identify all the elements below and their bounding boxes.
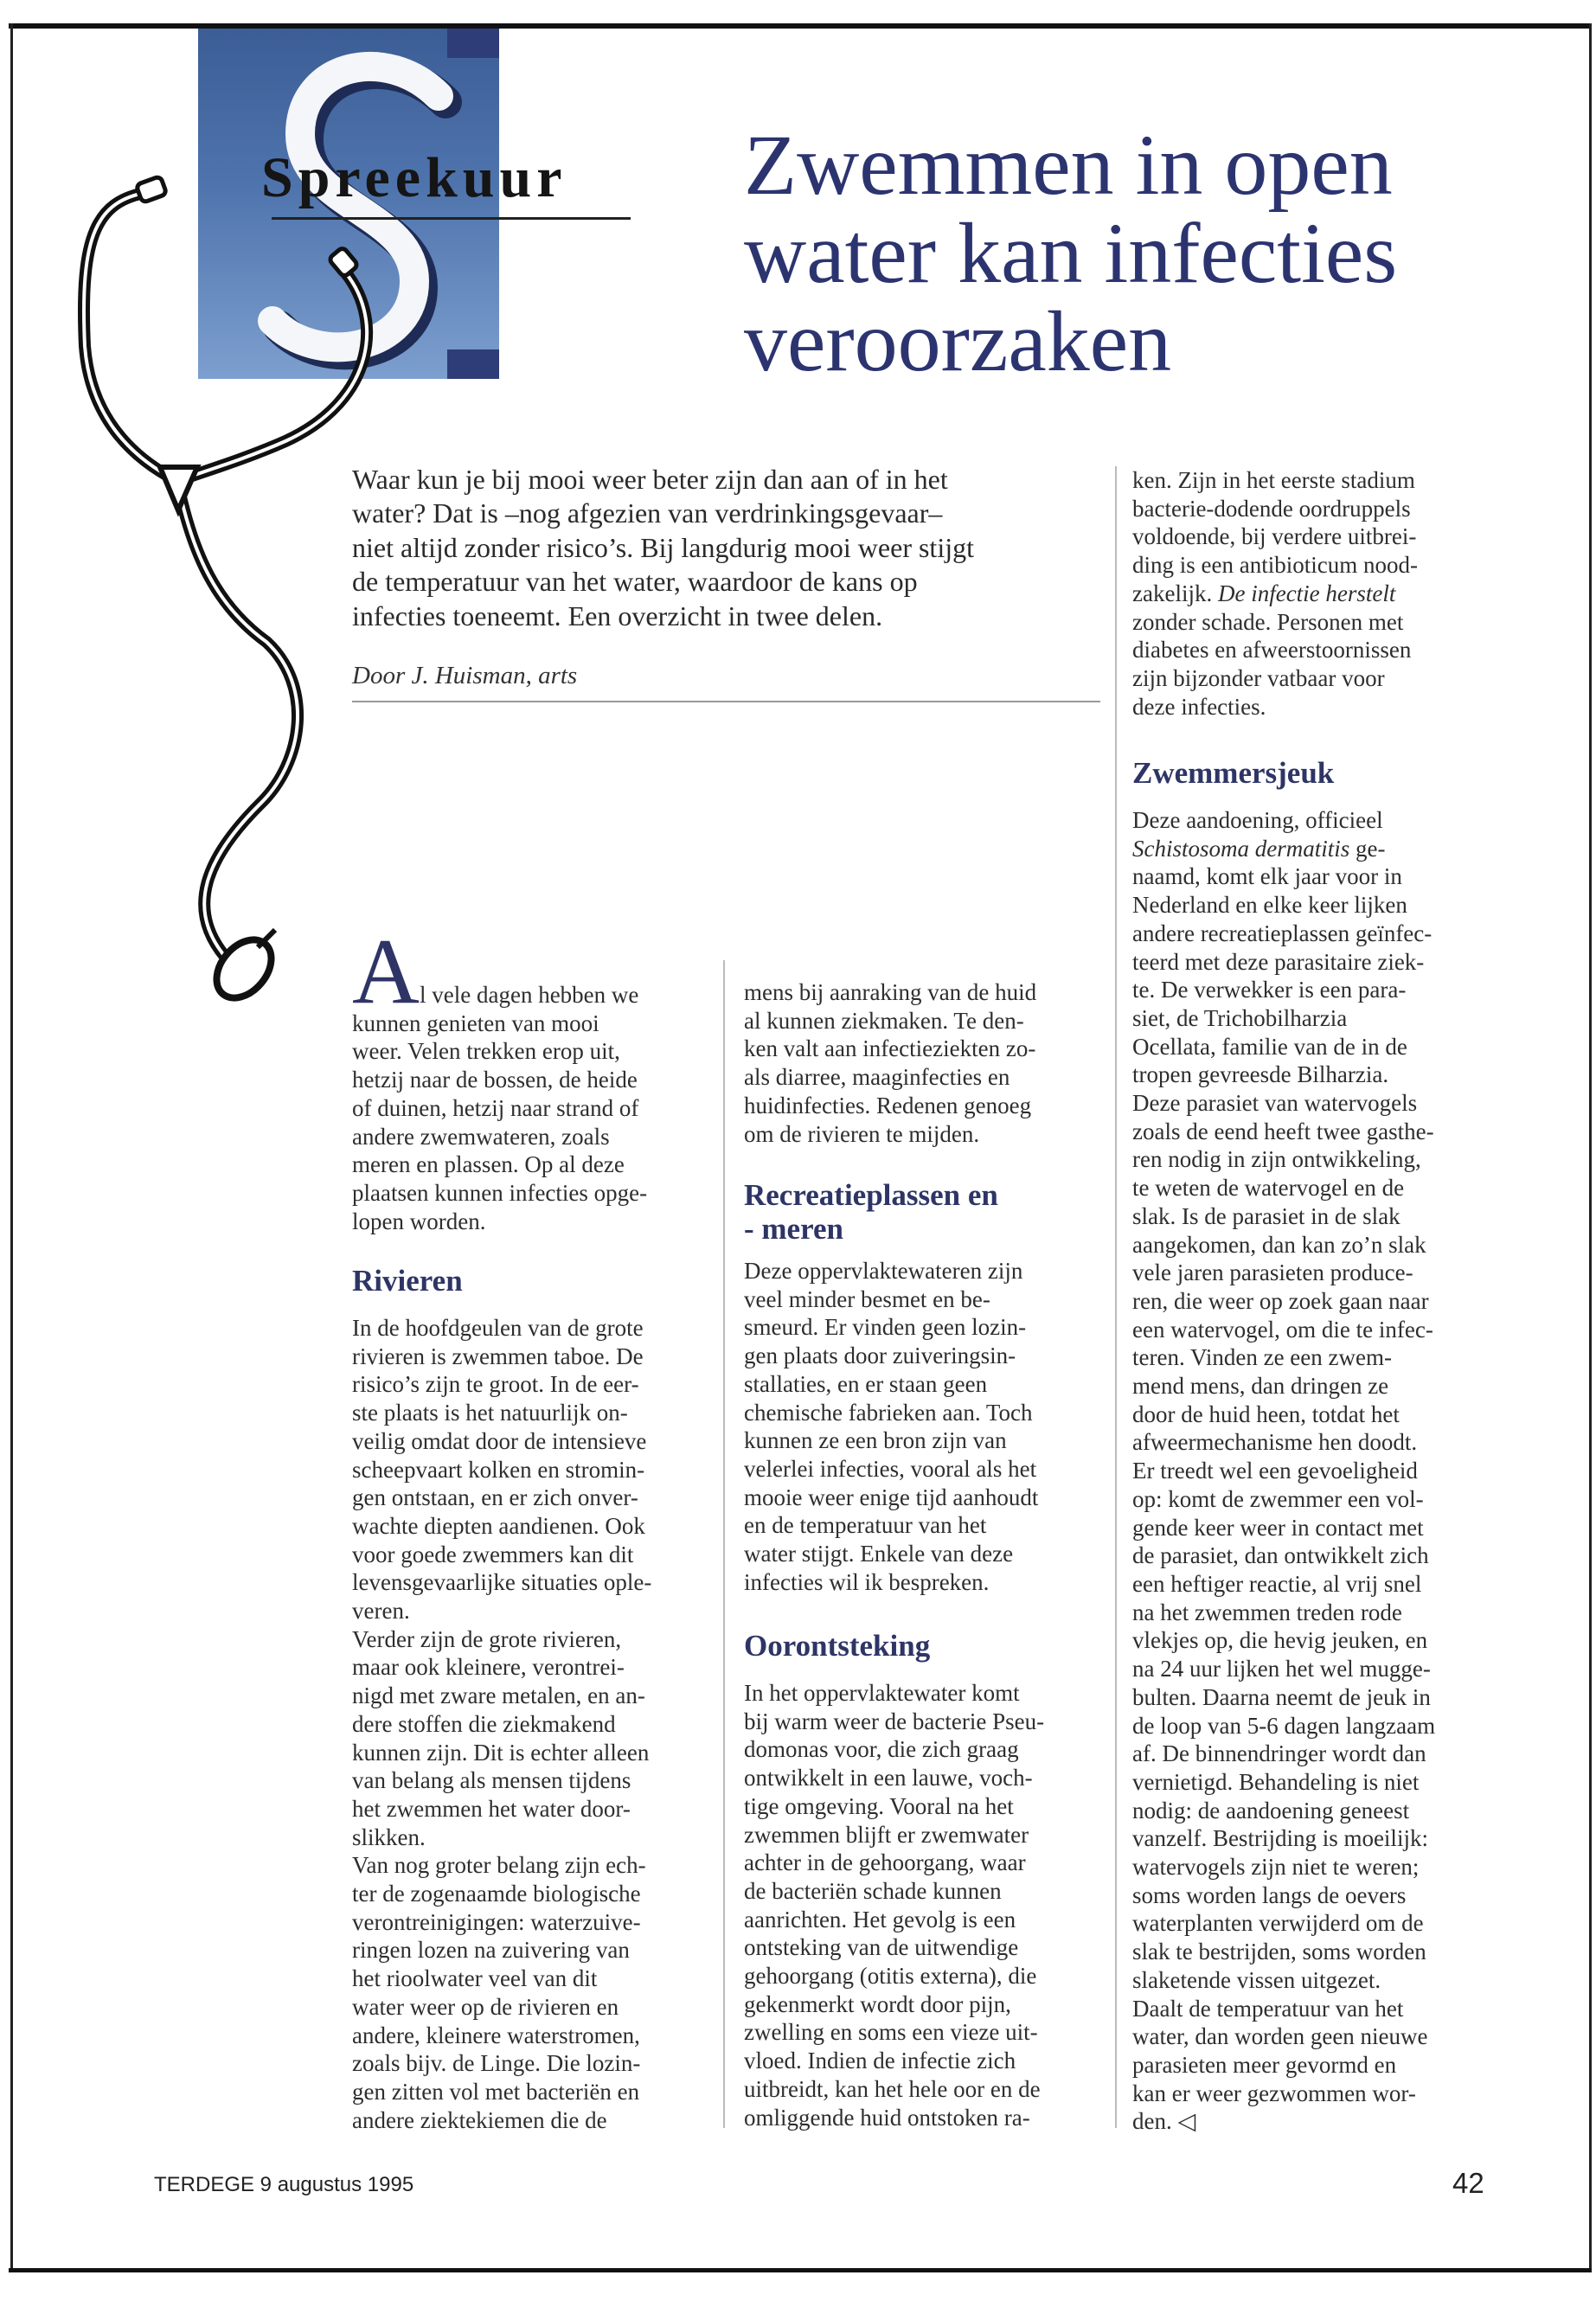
text-line: levensgevaarlijke situaties ople- [352, 1569, 652, 1596]
text-line: gehoorgang (otitis externa), die [744, 1963, 1037, 1990]
section-label: Spreekuur [261, 146, 567, 209]
section-heading [744, 1178, 998, 1246]
text-line: Verder zijn de grote rivieren, [352, 1625, 622, 1652]
body-paragraph [744, 978, 1036, 1148]
text-line: bacterie-dodende oordruppels [1132, 495, 1411, 522]
section-heading [744, 1629, 930, 1663]
text-line: In het oppervlaktewater komt [744, 1680, 1020, 1706]
text-line: Al vele dagen hebben we [352, 920, 639, 1023]
text-line: omliggende huid ontstoken ra- [744, 2104, 1030, 2131]
section-heading [1132, 756, 1334, 790]
section-heading [352, 1264, 463, 1298]
title-line: water kan infecties [744, 205, 1398, 301]
text-line: veel minder besmet en be- [744, 1285, 990, 1312]
text-line: Daalt de temperatuur van het [1132, 1995, 1404, 2022]
text-line: vernietigd. Behandeling is niet [1132, 1768, 1420, 1795]
text-line: als diarree, maaginfecties en [744, 1064, 1010, 1091]
text-line: ontsteking van de uitwendige [744, 1934, 1019, 1961]
text-line: plaatsen kunnen infecties opge- [352, 1179, 648, 1206]
text-line: gende keer weer in contact met [1132, 1514, 1424, 1541]
text-line: Deze parasiet van watervogels [1132, 1090, 1418, 1117]
footer-publication: TERDEGE 9 augustus 1995 [154, 2173, 414, 2196]
text-line: bulten. Daarna neemt de jeuk in [1132, 1683, 1431, 1710]
text-line: gen ontstaan, en er zich onver- [352, 1484, 638, 1511]
text-line: veren. [352, 1598, 410, 1625]
text-line: of duinen, hetzij naar strand of [352, 1094, 639, 1121]
text-line: kan er weer gezwommen wor- [1132, 2080, 1416, 2106]
text-line: lopen worden. [352, 1208, 486, 1234]
text-line: Nederland en elke keer lijken [1132, 892, 1407, 919]
text-line: zakelijk. De infectie herstelt [1132, 580, 1396, 606]
text-line: maar ook kleinere, verontrei- [352, 1654, 625, 1681]
text-line: risico’s zijn te groot. In de eer- [352, 1371, 639, 1398]
text-line: velerlei infecties, vooral als het [744, 1455, 1037, 1482]
text-line: watervogels zijn niet te weren; [1132, 1854, 1420, 1881]
text-line: uitbreidt, kan het hele oor en de [744, 2075, 1041, 2102]
text-line: na 24 uur lijken het wel mugge- [1132, 1656, 1431, 1682]
text-line: andere recreatieplassen geïnfec- [1132, 920, 1433, 946]
text-line: water stijgt. Enkele van deze [744, 1541, 1014, 1567]
text-line: smeurd. Er vinden geen lozin- [744, 1314, 1027, 1341]
text-line: bij warm weer de bacterie Pseu- [744, 1708, 1045, 1734]
text-line: domonas voor, die zich graag [744, 1736, 1019, 1763]
text-line: teerd met deze parasitaire ziek- [1132, 948, 1425, 975]
text-line: te. De verwekker is een para- [1132, 977, 1407, 1003]
text-line: afweermechanisme hen doodt. [1132, 1429, 1418, 1456]
drop-cap: A [352, 920, 420, 1023]
text-line: deze infecties. [1132, 693, 1266, 720]
text-line: mend mens, dan dringen ze [1132, 1373, 1389, 1400]
text-line: water weer op de rivieren en [352, 1993, 619, 2020]
text-line: zijn bijzonder vatbaar voor [1132, 664, 1385, 691]
text-line: gekenmerkt wordt door pijn, [744, 1990, 1011, 2017]
text-line: chemische fabrieken aan. Toch [744, 1399, 1033, 1426]
body-paragraph [1132, 806, 1435, 2136]
article-title [744, 117, 1398, 389]
text-line: tige omgeving. Vooral na het [744, 1792, 1014, 1819]
text-line: de bacteriën schade kunnen [744, 1877, 1002, 1904]
text-line: zoals de eend heeft twee gasthe- [1132, 1118, 1434, 1144]
text-line: ringen lozen na zuivering van [352, 1937, 630, 1964]
text-line: nigd met zware metalen, en an- [352, 1682, 645, 1709]
text-line: infecties wil ik bespreken. [744, 1568, 990, 1595]
text-line: al kunnen ziekmaken. Te den- [744, 1007, 1024, 1034]
text-line: siet, de Trichobilharzia [1132, 1004, 1348, 1031]
heading-line: Oorontsteking [744, 1629, 931, 1663]
text-line: de parasiet, dan ontwikkelt zich [1132, 1542, 1429, 1569]
text-line: slaketende vissen uitgezet. [1132, 1966, 1381, 1993]
text-line: Van nog groter belang zijn ech- [352, 1852, 646, 1879]
text-line: ren nodig in zijn ontwikkeling, [1132, 1146, 1421, 1173]
text-line: door de huid heen, totdat het [1132, 1400, 1400, 1427]
text-line: ste plaats is het natuurlijk on- [352, 1400, 628, 1426]
heading-line: Zwemmersjeuk [1132, 756, 1335, 790]
intro-line: Waar kun je bij mooi weer beter zijn dan aan of in het [352, 464, 948, 495]
text-line: af. De binnendringer wordt dan [1132, 1740, 1426, 1767]
body-paragraph [744, 1257, 1038, 1596]
page-border-right [1589, 23, 1592, 2272]
text-line: diabetes en afweerstoornissen [1132, 637, 1412, 663]
text-line: vloed. Indien de infectie zich [744, 2048, 1016, 2074]
text-line: voldoende, bij verdere uitbrei- [1132, 523, 1417, 550]
text-line: andere zwemwateren, zoals [352, 1123, 610, 1150]
text-line: tropen gevreesde Bilharzia. [1132, 1061, 1389, 1088]
emphasized-text: Schistosoma dermatitis [1132, 835, 1350, 862]
column-divider [1115, 466, 1117, 2128]
body-paragraph [352, 1314, 651, 2134]
text-line: andere ziektekiemen die de [352, 2106, 607, 2133]
text-line: dere stoffen die ziekmakend [352, 1710, 616, 1737]
text-line: weer. Velen trekken erop uit, [352, 1038, 620, 1065]
text-line: ding is een antibioticum nood- [1132, 552, 1418, 579]
text-line: voor goede zwemmers kan dit [352, 1541, 634, 1567]
text-line: stallaties, en er staan geen [744, 1370, 988, 1397]
text-line: het zwemmen het water door- [352, 1795, 631, 1822]
byline-divider [352, 701, 1100, 702]
stethoscope-earpiece [329, 247, 359, 278]
text-line: In de hoofdgeulen van de grote [352, 1315, 644, 1341]
heading-line: Rivieren [352, 1264, 463, 1298]
text-line: te weten de watervogel en de [1132, 1175, 1405, 1202]
text-line: achter in de gehoorgang, waar [744, 1849, 1026, 1876]
text-line: kunnen zijn. Dit is echter alleen [352, 1739, 650, 1766]
text-line: slikken. [352, 1823, 426, 1850]
text-line: aangekomen, dan kan zo’n slak [1132, 1231, 1426, 1258]
stethoscope-tube-left [84, 192, 177, 481]
intro-line: infecties toeneemt. Een overzicht in twee delen. [352, 599, 883, 631]
text-line: parasieten meer gevormd en [1132, 2051, 1397, 2078]
text-line: water, dan worden geen nieuwe [1132, 2023, 1428, 2050]
text-line: naamd, komt elk jaar voor in [1132, 863, 1402, 890]
text-line: Er treedt wel een gevoeligheid [1132, 1458, 1418, 1484]
text-line: gen plaats door zuiveringsin- [744, 1343, 1016, 1369]
stethoscope-stem [177, 481, 298, 958]
intro-line: de temperatuur van het water, waardoor de kans op [352, 566, 918, 598]
text-line: ken valt aan infectieziekten zo- [744, 1035, 1036, 1062]
intro-line: niet altijd zonder risico’s. Bij langdurig mooi weer stijgt [352, 531, 974, 563]
text-line: meren en plassen. Op al deze [352, 1151, 625, 1178]
text-line: kunnen ze een bron zijn van [744, 1427, 1007, 1454]
text-line: mens bij aanraking van de huid [744, 979, 1037, 1005]
text-line: waterplanten verwijderd om de [1132, 1910, 1424, 1937]
column-divider [723, 960, 725, 2128]
text-line: verontreinigingen: waterzuive- [352, 1908, 641, 1935]
text-line: huidinfecties. Redenen genoeg [744, 1092, 1032, 1118]
text-line: zonder schade. Personen met [1132, 608, 1404, 635]
text-line: van belang als mensen tijdens [352, 1767, 631, 1794]
text-line: andere, kleinere waterstromen, [352, 2022, 640, 2048]
text-line: den. ◁ [1132, 2108, 1196, 2135]
text-line: hetzij naar de bossen, de heide [352, 1067, 638, 1093]
text-line: teren. Vinden ze een zwem- [1132, 1344, 1392, 1371]
heading-line: Recreatieplassen en [744, 1178, 998, 1212]
text-line: een watervogel, om die te infec- [1132, 1316, 1433, 1343]
text-line: op: komt de zwemmer een vol- [1132, 1485, 1424, 1512]
text-line: kunnen genieten van mooi [352, 1009, 599, 1036]
page-border-bottom [9, 2268, 1592, 2272]
stethoscope-earpiece [136, 176, 167, 203]
body-paragraph [352, 920, 648, 1235]
text-line: Ocellata, familie van de in de [1132, 1033, 1407, 1060]
body-paragraph [1132, 466, 1418, 721]
text-line: Deze oppervlaktewateren zijn [744, 1258, 1023, 1284]
text-line: scheepvaart kolken en stromin- [352, 1456, 645, 1483]
text-line: slak te bestrijden, soms worden [1132, 1939, 1426, 1965]
text-line: rivieren is zwemmen taboe. De [352, 1343, 644, 1369]
text-line: na het zwemmen treden rode [1132, 1599, 1402, 1625]
text-line: om de rivieren te mijden. [744, 1120, 980, 1147]
text-line: de loop van 5-6 dagen langzaam [1132, 1712, 1436, 1739]
stethoscope-junction [160, 467, 197, 510]
text-line: en de temperatuur van het [744, 1512, 987, 1539]
text-line: wachte diepten aandienen. Ook [352, 1512, 645, 1539]
heading-line: - meren [744, 1212, 843, 1246]
text-line: veilig omdat door de intensieve [352, 1427, 647, 1454]
author-byline: Door J. Huisman, arts [352, 662, 578, 689]
text-line: zwemmen blijft er zwemwater [744, 1821, 1029, 1848]
stethoscope-tube-right [177, 268, 367, 481]
intro-line: water? Dat is –nog afgezien van verdrinkingsgevaar– [352, 497, 943, 529]
text-line: gen zitten vol met bacteriën en [352, 2078, 640, 2105]
text-line: soms worden langs de oevers [1132, 1881, 1407, 1908]
text-line: vele jaren parasieten produce- [1132, 1259, 1413, 1286]
emphasized-text: De infectie herstelt [1217, 580, 1396, 606]
text-line: slak. Is de parasiet in de slak [1132, 1202, 1401, 1229]
text-line: ken. Zijn in het eerste stadium [1132, 467, 1415, 493]
title-line: Zwemmen in open [744, 117, 1393, 213]
text-line: nodig: de aandoening geneest [1132, 1797, 1410, 1823]
text-line: mooie weer enige tijd aanhoudt [744, 1484, 1039, 1510]
footer-page-number: 42 [1452, 2167, 1484, 2199]
article-intro [352, 463, 974, 633]
text-line: aanrichten. Het gevolg is een [744, 1906, 1016, 1932]
text-line: ter de zogenaamde biologische [352, 1881, 641, 1907]
section-label-underline [272, 217, 631, 220]
text-line: ontwikkelt in een lauwe, voch- [744, 1765, 1033, 1791]
text-line: ren, die weer op zoek gaan naar [1132, 1287, 1429, 1314]
text-line: een heftiger reactie, al vrij snel [1132, 1570, 1422, 1597]
text-line: Schistosoma dermatitis ge- [1132, 835, 1386, 862]
text-line: vlekjes op, die hevig jeuken, en [1132, 1627, 1428, 1654]
text-line: zoals bijv. de Linge. Die lozin- [352, 2050, 641, 2077]
text-line: vanzelf. Bestrijding is moeilijk: [1132, 1825, 1428, 1852]
title-line: veroorzaken [744, 293, 1172, 389]
text-line: het rioolwater veel van dit [352, 1965, 598, 1992]
text-line: zwelling en soms een vieze uit- [744, 2019, 1038, 2046]
body-paragraph [744, 1679, 1044, 2131]
text-line: Deze aandoening, officieel [1132, 807, 1383, 833]
